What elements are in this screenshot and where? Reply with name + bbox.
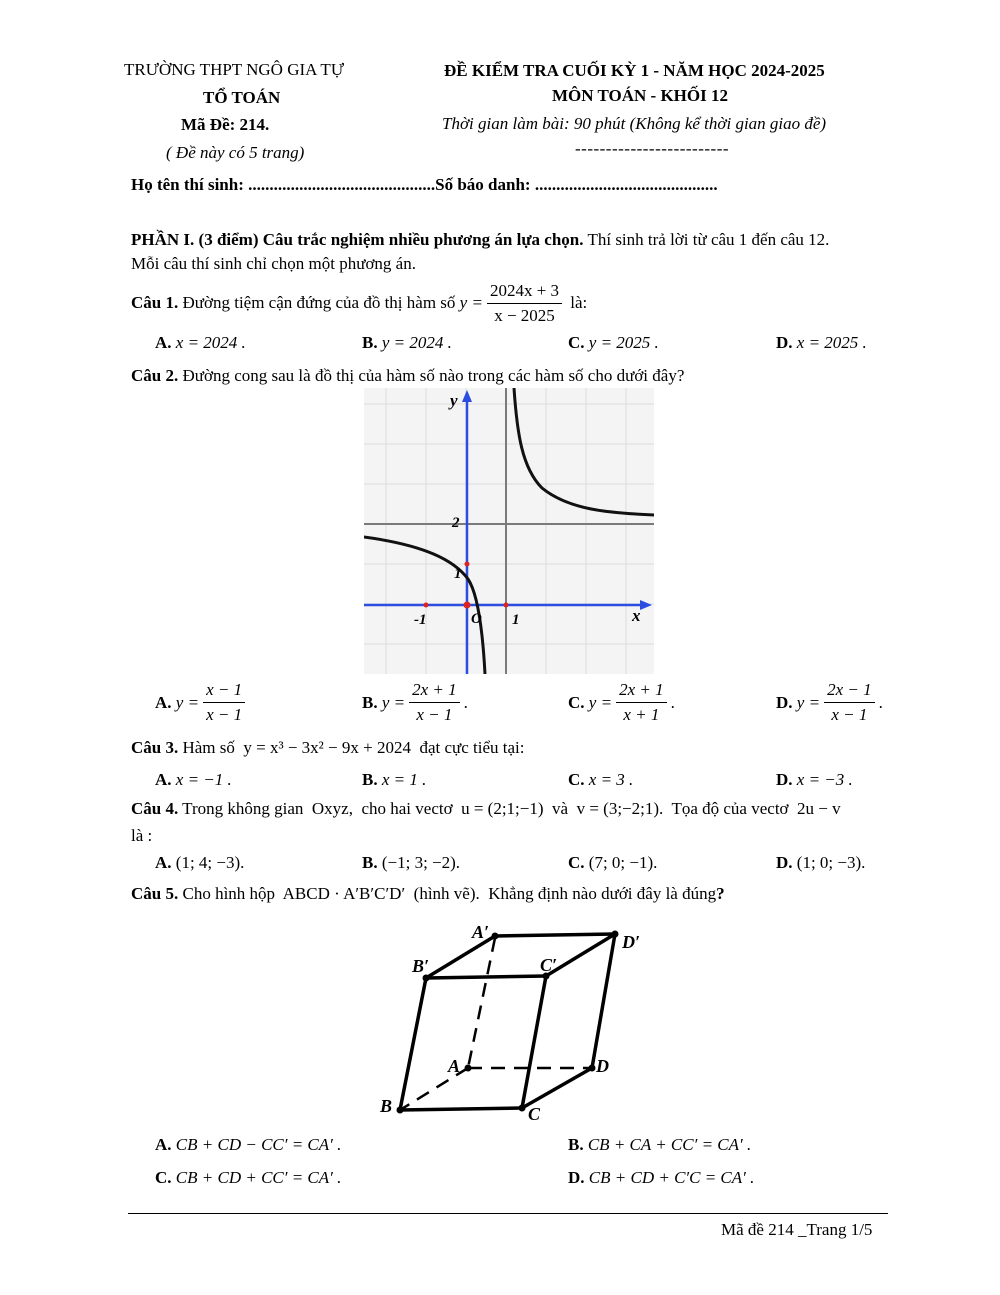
- q2-option-c[interactable]: C. y = $\frac{2x + 1}{x + 1}$ .: [568, 680, 675, 724]
- option-letter: D.: [776, 333, 793, 352]
- fraction-denominator: x − 1: [206, 705, 243, 724]
- option-text: CB + CD + CC′ = CA′ .: [175, 1168, 342, 1187]
- option-letter: C.: [568, 853, 585, 872]
- question-5: [131, 884, 725, 904]
- option-text: y = 2025 .: [588, 333, 659, 352]
- question-1: [131, 278, 587, 328]
- q4-option-b[interactable]: [362, 853, 460, 873]
- graph-origin-label: O: [471, 611, 482, 627]
- option-letter: A.: [155, 692, 172, 712]
- q4-text-line2: là :: [131, 826, 153, 845]
- exam-title: ĐỀ KIỂM TRA CUỐI KỲ 1 - NĂM HỌC 2024-2025: [444, 61, 825, 80]
- option-fraction: [824, 680, 875, 725]
- option-letter: B.: [362, 853, 378, 872]
- option-letter: C.: [568, 333, 585, 352]
- point-xm1: [424, 603, 429, 608]
- q3-option-c[interactable]: [568, 770, 633, 790]
- q5-text: Cho hình hộp ABCD · A′B′C′D′ (hình vẽ). Khẳng định nào dưới đây là đúng: [178, 884, 717, 903]
- option-letter: D.: [776, 692, 793, 712]
- part1-title: PHẦN I. (3 điểm) Câu trắc nghiệm nhiều phương án lựa chọn.: [131, 230, 584, 249]
- graph-tick-1-x: 1: [512, 612, 520, 628]
- label-a: A: [448, 1056, 461, 1076]
- question-3: [131, 738, 524, 758]
- graph-tick-minus-1: -1: [414, 612, 427, 628]
- question-2: [131, 366, 684, 386]
- option-text: CB + CD − CC′ = CA′ .: [175, 1135, 342, 1154]
- q2-option-d[interactable]: D. y = $\frac{2x - 1}{x - 1}$ .: [776, 680, 883, 724]
- option-tail: .: [670, 692, 675, 712]
- q2-text: Đường cong sau là đồ thị của hàm số nào trong các hàm số cho dưới đây?: [178, 366, 685, 385]
- q4-option-a[interactable]: [155, 853, 244, 873]
- origin-point: [464, 602, 471, 609]
- q1-text: Đường tiệm cận đứng của đồ thị hàm số: [178, 293, 460, 312]
- q3-option-d[interactable]: [776, 770, 853, 790]
- q3-label: Câu 3.: [131, 738, 179, 757]
- q4-option-d[interactable]: [776, 853, 865, 873]
- option-letter: C.: [568, 770, 585, 789]
- graph-tick-1-y: 1: [454, 566, 462, 582]
- q1-option-a[interactable]: [155, 333, 246, 353]
- q5-option-b[interactable]: [568, 1135, 751, 1155]
- page-count-note: ( Đề này có 5 trang): [166, 143, 305, 162]
- fraction-denominator: x − 1: [416, 705, 453, 724]
- option-letter: D.: [568, 1168, 585, 1187]
- point-x1: [504, 603, 509, 608]
- option-letter: A.: [155, 333, 172, 352]
- fraction-denominator: x + 1: [623, 705, 660, 724]
- label-b-prime: B′: [412, 956, 430, 976]
- option-text: x = 3 .: [588, 770, 634, 789]
- q5-label: Câu 5.: [131, 884, 179, 903]
- subject-title: MÔN TOÁN - KHỐI 12: [552, 86, 728, 105]
- option-text: CB + CA + CC′ = CA′ .: [587, 1135, 752, 1154]
- q4-label: Câu 4.: [131, 799, 179, 818]
- student-info-line: Họ tên thí sinh: ............................................Số báo danh: ...........................................: [131, 175, 718, 194]
- fraction-numerator: 2x − 1: [824, 680, 875, 703]
- option-tail: .: [463, 692, 468, 712]
- part1-instruction-line2: Mỗi câu thí sinh chỉ chọn một phương án.: [131, 254, 416, 273]
- q1-numerator: 2024x + 3: [487, 281, 562, 304]
- part1-instruction: Thí sinh trả lời từ câu 1 đến câu 12.: [583, 230, 830, 249]
- time-note: Thời gian làm bài: 90 phút (Không kể thời gian giao đề): [442, 114, 827, 133]
- q2-option-a[interactable]: A. y = $\frac{x - 1}{x - 1}$: [155, 680, 249, 725]
- q1-denominator: x − 2025: [494, 305, 555, 325]
- q2-graph: [364, 388, 654, 674]
- q5-parallelepiped-figure: [370, 918, 660, 1128]
- graph-background: [364, 388, 654, 674]
- option-letter: C.: [568, 692, 585, 712]
- part1-heading: [131, 230, 829, 250]
- option-text: (1; 0; −3).: [796, 853, 866, 872]
- option-fraction: [616, 680, 667, 725]
- solid-edges: [400, 934, 615, 1110]
- q1-tail: là:: [566, 293, 588, 312]
- graph-tick-2: 2: [452, 515, 460, 531]
- q2-label: Câu 2.: [131, 366, 179, 385]
- exam-code: Mã Đề: 214.: [181, 115, 270, 134]
- option-letter: A.: [155, 770, 172, 789]
- option-text: x = 2025 .: [796, 333, 867, 352]
- option-letter: B.: [568, 1135, 584, 1154]
- q1-option-d[interactable]: [776, 333, 867, 353]
- q1-option-b[interactable]: [362, 333, 452, 353]
- option-text: (7; 0; −1).: [588, 853, 658, 872]
- label-b: B: [380, 1096, 393, 1116]
- q5-question-mark: ?: [716, 884, 725, 903]
- q4-text: Trong không gian Oxyz, cho hai vectơ u = (2;1;−1) và v = (3;−2;1). Tọa độ của vectơ 2u − v: [178, 799, 841, 818]
- fraction-numerator: 2x + 1: [616, 680, 667, 703]
- label-c-prime: C′: [540, 955, 558, 975]
- graph-x-label: x: [632, 606, 641, 625]
- option-letter: B.: [362, 333, 378, 352]
- question-4: [131, 799, 841, 819]
- label-a-prime: A′: [472, 922, 490, 942]
- q1-label: Câu 1.: [131, 293, 179, 312]
- q5-option-c[interactable]: [155, 1168, 341, 1188]
- department: TỔ TOÁN: [203, 88, 281, 107]
- option-text: x = −1 .: [175, 770, 232, 789]
- q3-option-a[interactable]: [155, 770, 232, 790]
- footer-rule: [128, 1213, 888, 1214]
- option-letter: D.: [776, 770, 793, 789]
- school-name: TRƯỜNG THPT NGÔ GIA TỰ: [124, 60, 345, 79]
- point-y1: [465, 562, 470, 567]
- option-letter: A.: [155, 853, 172, 872]
- q5-option-d[interactable]: [568, 1168, 754, 1188]
- q3-option-b[interactable]: [362, 770, 426, 790]
- option-text: x = 2024 .: [175, 333, 246, 352]
- q1-fraction: [487, 281, 562, 326]
- option-text: x = −3 .: [796, 770, 853, 789]
- fraction-numerator: x − 1: [203, 680, 245, 703]
- label-d-prime: D′: [622, 932, 641, 952]
- fraction-denominator: x − 1: [831, 705, 868, 724]
- option-text: CB + CD + C′C = CA′ .: [588, 1168, 755, 1187]
- q5-option-a[interactable]: [155, 1135, 341, 1155]
- q3-text: Hàm số y = x³ − 3x² − 9x + 2024 đạt cực tiểu tại:: [178, 738, 525, 757]
- option-fraction: [203, 680, 245, 725]
- option-text: y = 2024 .: [381, 333, 452, 352]
- header-divider: -------------------------: [575, 139, 730, 158]
- option-letter: A.: [155, 1135, 172, 1154]
- option-text: x = 1 .: [381, 770, 427, 789]
- vertices: [397, 931, 619, 1114]
- option-letter: B.: [362, 692, 378, 712]
- q1-fn-y: y =: [459, 293, 483, 312]
- q2-option-b[interactable]: B. y = $\frac{2x + 1}{x - 1}$ .: [362, 680, 468, 724]
- fraction-numerator: 2x + 1: [409, 680, 460, 703]
- label-c: C: [528, 1104, 541, 1124]
- option-letter: D.: [776, 853, 793, 872]
- q1-option-c[interactable]: [568, 333, 659, 353]
- graph-y-label: y: [450, 391, 458, 410]
- option-text: (−1; 3; −2).: [381, 853, 461, 872]
- q4-option-c[interactable]: [568, 853, 657, 873]
- option-tail: .: [878, 692, 883, 712]
- option-fraction: [409, 680, 460, 725]
- label-d: D: [596, 1056, 609, 1076]
- option-letter: C.: [155, 1168, 172, 1187]
- option-letter: B.: [362, 770, 378, 789]
- page-footer: Mã đề 214 _Trang 1/5: [721, 1220, 873, 1239]
- option-text: (1; 4; −3).: [175, 853, 245, 872]
